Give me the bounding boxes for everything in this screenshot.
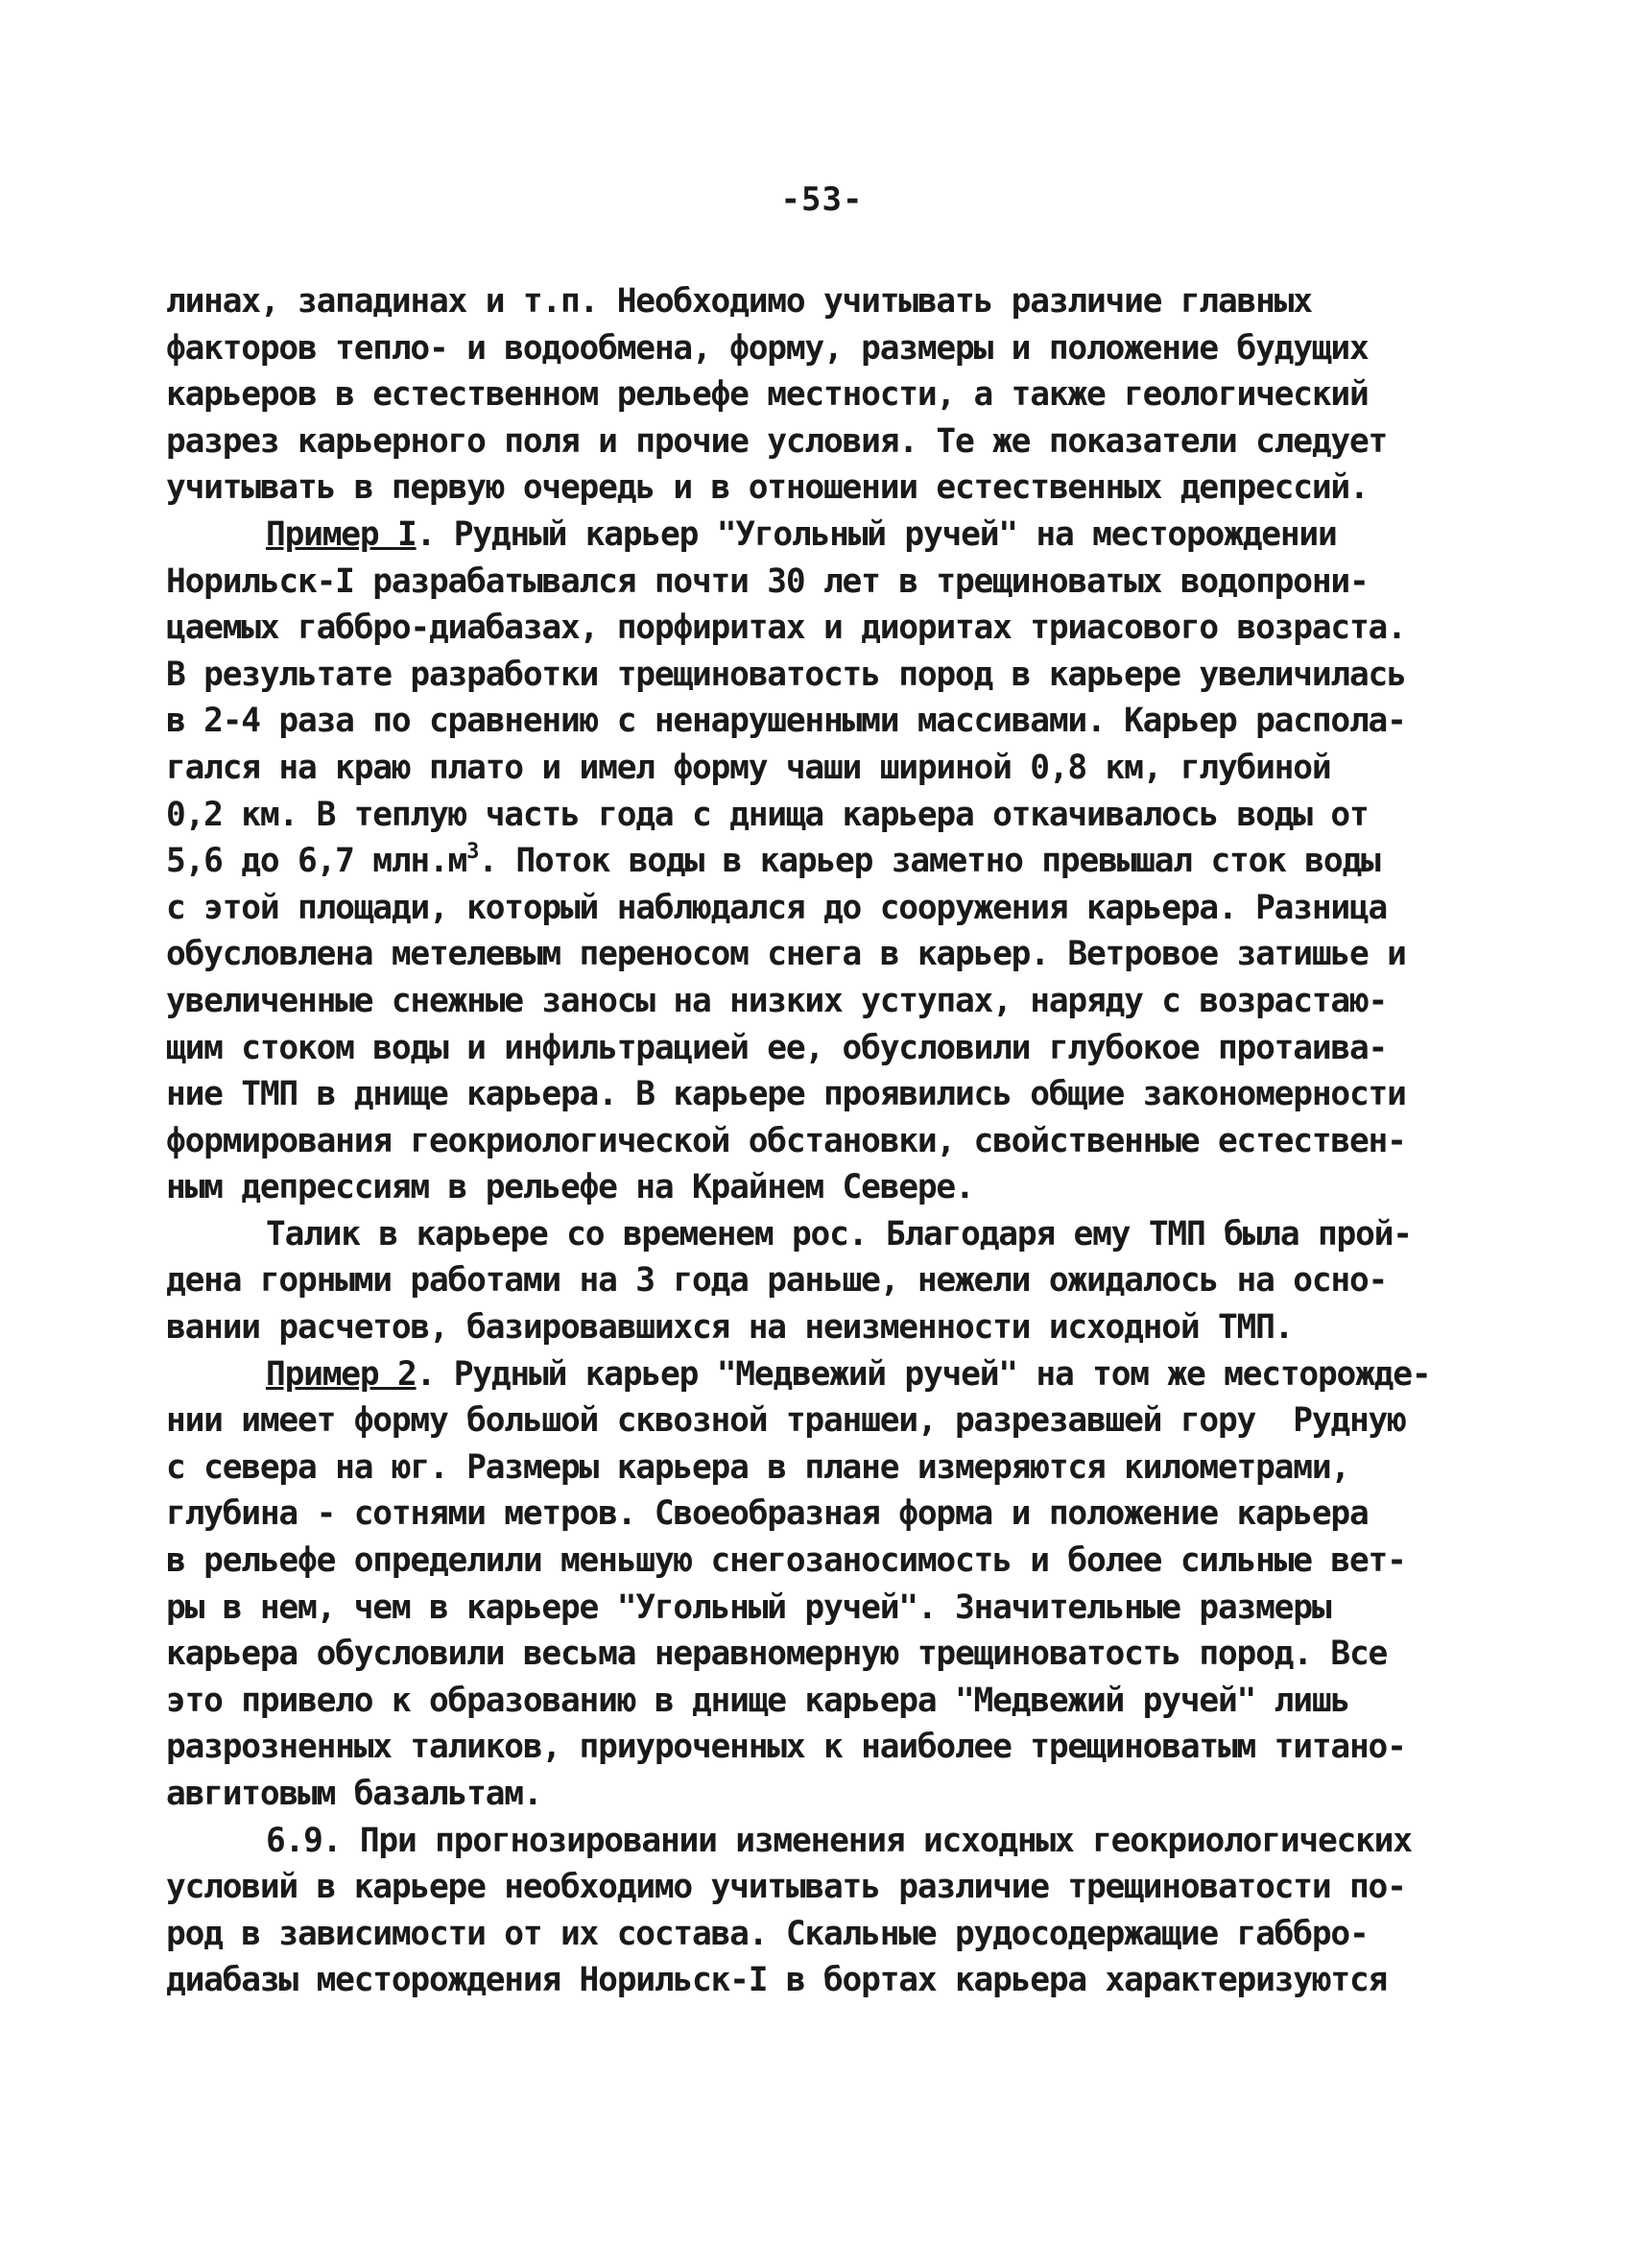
text-line: с этой площади, который наблюдался до сооружения карьера. Разница	[166, 888, 1388, 927]
text-line: ние ТМП в днище карьера. В карьере проявились общие закономерности	[166, 1075, 1406, 1114]
text-line: диабазы месторождения Норильск-I в бортах карьера характеризуются	[166, 1961, 1388, 2000]
text-line: род в зависимости от их состава. Скальные рудосодержащие габбро-	[166, 1914, 1369, 1953]
volume-line	[166, 838, 1490, 885]
example-2-label: Пример 2	[266, 1354, 417, 1394]
text-line: с севера на юг. Размеры карьера в плане измеряются километрами,	[166, 1447, 1349, 1487]
example-2-first-line-text: . Рудный карьер "Медвежий ручей" на том же месторожде-	[416, 1354, 1431, 1394]
text-line: факторов тепло- и водообмена, форму, размеры и положение будущих	[166, 328, 1369, 368]
text-line: это привело к образованию в днище карьера "Медвежий ручей" лишь	[166, 1681, 1349, 1720]
text-line: разрозненных таликов, приуроченных к наиболее трещиноватым титано-	[166, 1728, 1406, 1767]
example-1-label: Пример I	[266, 514, 417, 554]
volume-line-end: . Поток воды в карьер заметно превышал сток воды	[478, 842, 1380, 881]
text-line: ным депрессиям в рельефе на Крайнем Севере.	[166, 1168, 974, 1207]
text-line: Норильск-I разрабатывался почти 30 лет в трещиноватых водопрони-	[166, 561, 1369, 601]
text-line: линах, западинах и т.п. Необходимо учитывать различие главных	[166, 282, 1312, 321]
text-line: глубина - сотнями метров. Своеобразная форма и положение карьера	[166, 1494, 1369, 1534]
text-line: карьеров в естественном рельефе местности, а также геологический	[166, 375, 1369, 415]
page-number: -53-	[780, 180, 864, 219]
example-1-first-line	[166, 512, 1490, 559]
text-line: нии имеет форму большой сквозной траншеи, разрезавшей гору Рудную	[166, 1401, 1406, 1441]
text-line: 0,2 км. В теплую часть года с днища карьера откачивалось воды от	[166, 795, 1369, 834]
text-line: гался на краю плато и имел форму чаши шириной 0,8 км, глубиной	[166, 748, 1331, 787]
text-line: Талик в карьере со временем рос. Благодаря ему ТМП была прой-	[266, 1214, 1412, 1253]
section-6-9-first-line: 6.9. При прогнозировании изменения исходных геокриологических	[266, 1821, 1412, 1860]
example-2-first-line	[166, 1351, 1490, 1398]
volume-exponent: 3	[466, 840, 479, 865]
text-line: ры в нем, чем в карьере "Угольный ручей". Значительные размеры	[166, 1588, 1331, 1627]
text-line: разрез карьерного поля и прочие условия. Те же показатели следует	[166, 421, 1388, 461]
example-1-first-line-text: . Рудный карьер "Угольный ручей" на месторождении	[416, 514, 1337, 554]
text-line: учитывать в первую очередь и в отношении естественных депрессий.	[166, 468, 1369, 508]
body-text	[166, 278, 1490, 2004]
text-line: в рельефе определили меньшую снегозаносимость и более сильные вет-	[166, 1541, 1406, 1581]
text-line: цаемых габбро-диабазах, порфиритах и диоритах триасового возраста.	[166, 609, 1406, 648]
text-line: В результате разработки трещиноватость пород в карьере увеличилась	[166, 655, 1406, 694]
text-line: условий в карьере необходимо учитывать различие трещиноватости по-	[166, 1868, 1406, 1907]
text-line: авгитовым базальтам.	[166, 1775, 542, 1813]
text-line: обусловлена метелевым переносом снега в карьер. Ветровое затишье и	[166, 935, 1406, 974]
volume-line-start: 5,6 до 6,7 млн.м	[166, 842, 467, 881]
text-line: увеличенные снежные заносы на низких уступах, наряду с возрастаю-	[166, 981, 1388, 1020]
text-line: формирования геокриологической обстановки, свойственные естествен-	[166, 1121, 1406, 1160]
text-line: щим стоком воды и инфильтрацией ее, обусловили глубокое протаива-	[166, 1028, 1388, 1067]
text-line: в 2-4 раза по сравнению с ненарушенными массивами. Карьер распола-	[166, 702, 1406, 741]
text-line: карьера обусловили весьма неравномерную трещиноватость пород. Все	[166, 1635, 1388, 1674]
text-line: дена горными работами на 3 года раньше, нежели ожидалось на осно-	[166, 1261, 1388, 1301]
text-line: вании расчетов, базировавшихся на неизменности исходной ТМП.	[166, 1308, 1294, 1348]
